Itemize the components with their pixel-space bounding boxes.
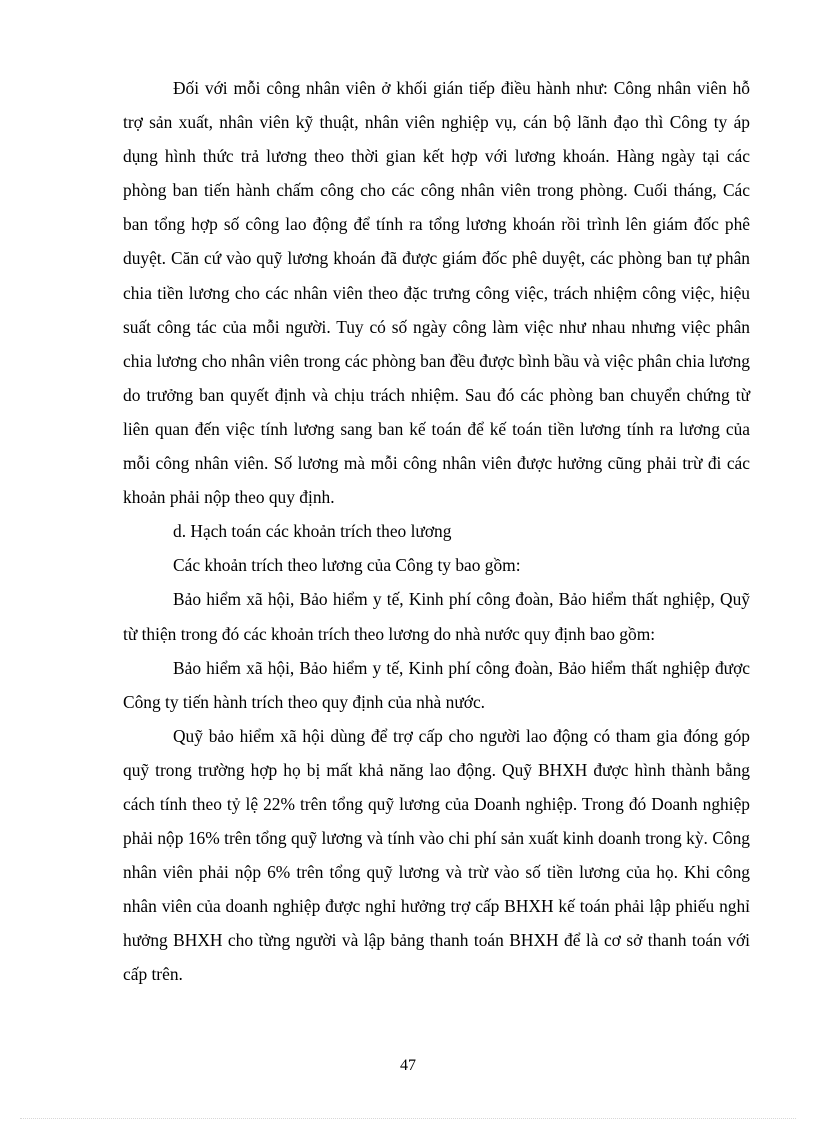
page-body: [123, 71, 750, 992]
paragraph-deductions-intro: Các khoản trích theo lương của Công ty bao gồm:: [173, 555, 521, 576]
paragraph-state-deductions: Bảo hiểm xã hội, Bảo hiểm y tế, Kinh phí công đoàn, Bảo hiểm thất nghiệp được Công ty tiến hành trích theo quy định của nhà nước.: [123, 657, 750, 712]
paragraph-deductions-list: Bảo hiểm xã hội, Bảo hiểm y tế, Kinh phí công đoàn, Bảo hiểm thất nghiệp, Quỹ từ thiện trong đó các khoản trích theo lương do nhà nước quy định bao gồm:: [123, 589, 750, 644]
paragraph-salary-method: Đối với mỗi công nhân viên ở khối gián tiếp điều hành như: Công nhân viên hỗ trợ sản xuất, nhân viên kỹ thuật, nhân viên nghiệp vụ, cán bộ lãnh đạo thì Công ty áp dụng hình thức trả lương theo thời gian kết hợp với lương khoán. Hàng ngày tại các phòng ban tiến hành chấm công cho các công nhân viên trong phòng. Cuối tháng, Các ban tổng hợp số công lao động để tính ra tổng lương khoán rồi trình lên giám đốc phê duyệt. Căn cứ vào quỹ lương khoán đã được giám đốc phê duyệt, các phòng ban tự phân chia tiền lương cho các nhân viên theo đặc trưng công việc, trách nhiệm công việc, hiệu suất công tác của mỗi người. Tuy có số ngày công làm việc như nhau nhưng việc phân chia lương cho nhân viên trong các phòng ban đều được bình bầu và việc phân chia lương do trưởng ban quyết định và chịu trách nhiệm. Sau đó các phòng ban chuyển chứng từ liên quan đến việc tính lương sang ban kế toán để kế toán tiền lương tính ra lương của mỗi công nhân viên. Số lương mà mỗi công nhân viên được hưởng cũng phải trừ đi các khoản phải nộp theo quy định.: [123, 78, 750, 508]
page-number: 47: [400, 1057, 416, 1074]
section-heading: d. Hạch toán các khoản trích theo lương: [173, 521, 452, 542]
page-bottom-divider: [20, 1118, 796, 1119]
paragraph-social-insurance: Quỹ bảo hiểm xã hội dùng để trợ cấp cho người lao động có tham gia đóng góp quỹ trong trường hợp họ bị mất khả năng lao động. Quỹ BHXH được hình thành bằng cách tính theo tỷ lệ 22% trên tổng quỹ lương của Doanh nghiệp. Trong đó Doanh nghiệp phải nộp 16% trên tổng quỹ lương và tính vào chi phí sản xuất kinh doanh trong kỳ. Công nhân viên phải nộp 6% trên tổng quỹ lương và trừ vào số tiền lương của họ. Khi công nhân viên của doanh nghiệp được nghỉ hưởng trợ cấp BHXH kế toán phải lập phiếu nghỉ hưởng BHXH cho từng người và lập bảng thanh toán BHXH để là cơ sở thanh toán với cấp trên.: [123, 725, 750, 985]
